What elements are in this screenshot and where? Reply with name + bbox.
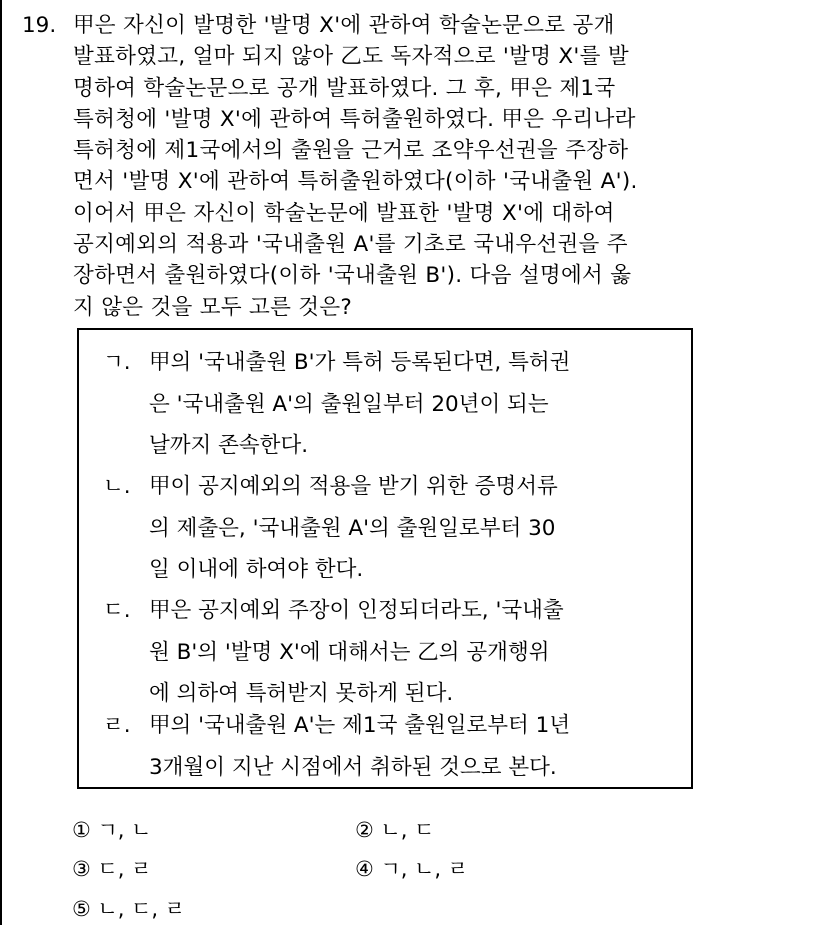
statement-line: 일 이내에 하여야 한다.: [149, 557, 364, 582]
statement-line: 원 B'의 '발명 X'에 대해서는 乙의 공개행위: [149, 639, 550, 665]
question-line: 발표하였고, 얼마 되지 않아 乙도 독자적으로 '발명 X'를 발: [73, 44, 629, 70]
question-line: 특허청에 제1국에서의 출원을 근거로 조약우선권을 주장하: [73, 138, 629, 164]
question-line: 이어서 甲은 자신이 학술논문에 발표한 '발명 X'에 대하여: [73, 200, 615, 226]
statement-line: 甲의 '국내출원 A'는 제1국 출원일로부터 1년: [149, 713, 571, 738]
question-line: 장하면서 출원하였다(이하 '국내출원 B'). 다음 설명에서 옳: [73, 263, 632, 289]
statement-line: 날까지 존속한다.: [149, 433, 309, 458]
question-stem: [22, 10, 802, 323]
statement-item: [103, 466, 683, 591]
statement-item: [103, 342, 683, 467]
question-line: 공지예외의 적용과 '국내출원 A'를 기초로 국내우선권을 주: [73, 232, 628, 258]
answer-option-4[interactable]: ④ ㄱ, ㄴ, ㄹ: [355, 857, 469, 881]
question-line: 甲은 자신이 발명한 '발명 X'에 관하여 학술논문으로 공개: [73, 13, 615, 38]
answer-option-3[interactable]: ③ ㄷ, ㄹ: [72, 857, 152, 881]
statement-line: 甲의 '국내출원 B'가 특허 등록된다면, 특허권: [149, 350, 571, 375]
statement-mark: ㄷ.: [103, 598, 131, 623]
statement-line: 은 '국내출원 A'의 출원일부터 20년이 되는: [149, 391, 549, 417]
statement-mark: ㄴ.: [103, 474, 131, 499]
statement-mark: ㄹ.: [103, 713, 131, 738]
statements-box: [77, 328, 693, 789]
statement-line: 에 의하여 특허받지 못하게 된다.: [149, 681, 454, 706]
statement-item: [103, 705, 683, 788]
question-line: 면서 '발명 X'에 관하여 특허출원하였다(이하 '국내출원 A').: [73, 169, 638, 195]
answer-option-2[interactable]: ② ㄴ, ㄷ: [355, 818, 435, 842]
statement-line: 甲이 공지예외의 적용을 받기 위한 증명서류: [149, 474, 558, 499]
statement-mark: ㄱ.: [103, 350, 131, 375]
statement-line: 甲은 공지예외 주장이 인정되더라도, '국내출: [149, 598, 564, 623]
answer-option-5[interactable]: ⑤ ㄴ, ㄷ, ㄹ: [72, 897, 186, 921]
statement-item: [103, 590, 683, 715]
statement-line: 의 제출은, '국내출원 A'의 출원일로부터 30: [149, 515, 556, 541]
question-line: 지 않은 것을 모두 고른 것은?: [73, 294, 353, 320]
left-margin-rule: [0, 0, 2, 925]
question-line: 명하여 학술논문으로 공개 발표하였다. 그 후, 甲은 제1국: [73, 75, 616, 101]
question-line: 특허청에 '발명 X'에 관하여 특허출원하였다. 甲은 우리나라: [73, 106, 636, 132]
question-number: 19.: [22, 13, 57, 38]
statement-line: 3개월이 지난 시점에서 취하된 것으로 본다.: [149, 754, 557, 780]
answer-option-1[interactable]: ① ㄱ, ㄴ: [72, 818, 152, 842]
